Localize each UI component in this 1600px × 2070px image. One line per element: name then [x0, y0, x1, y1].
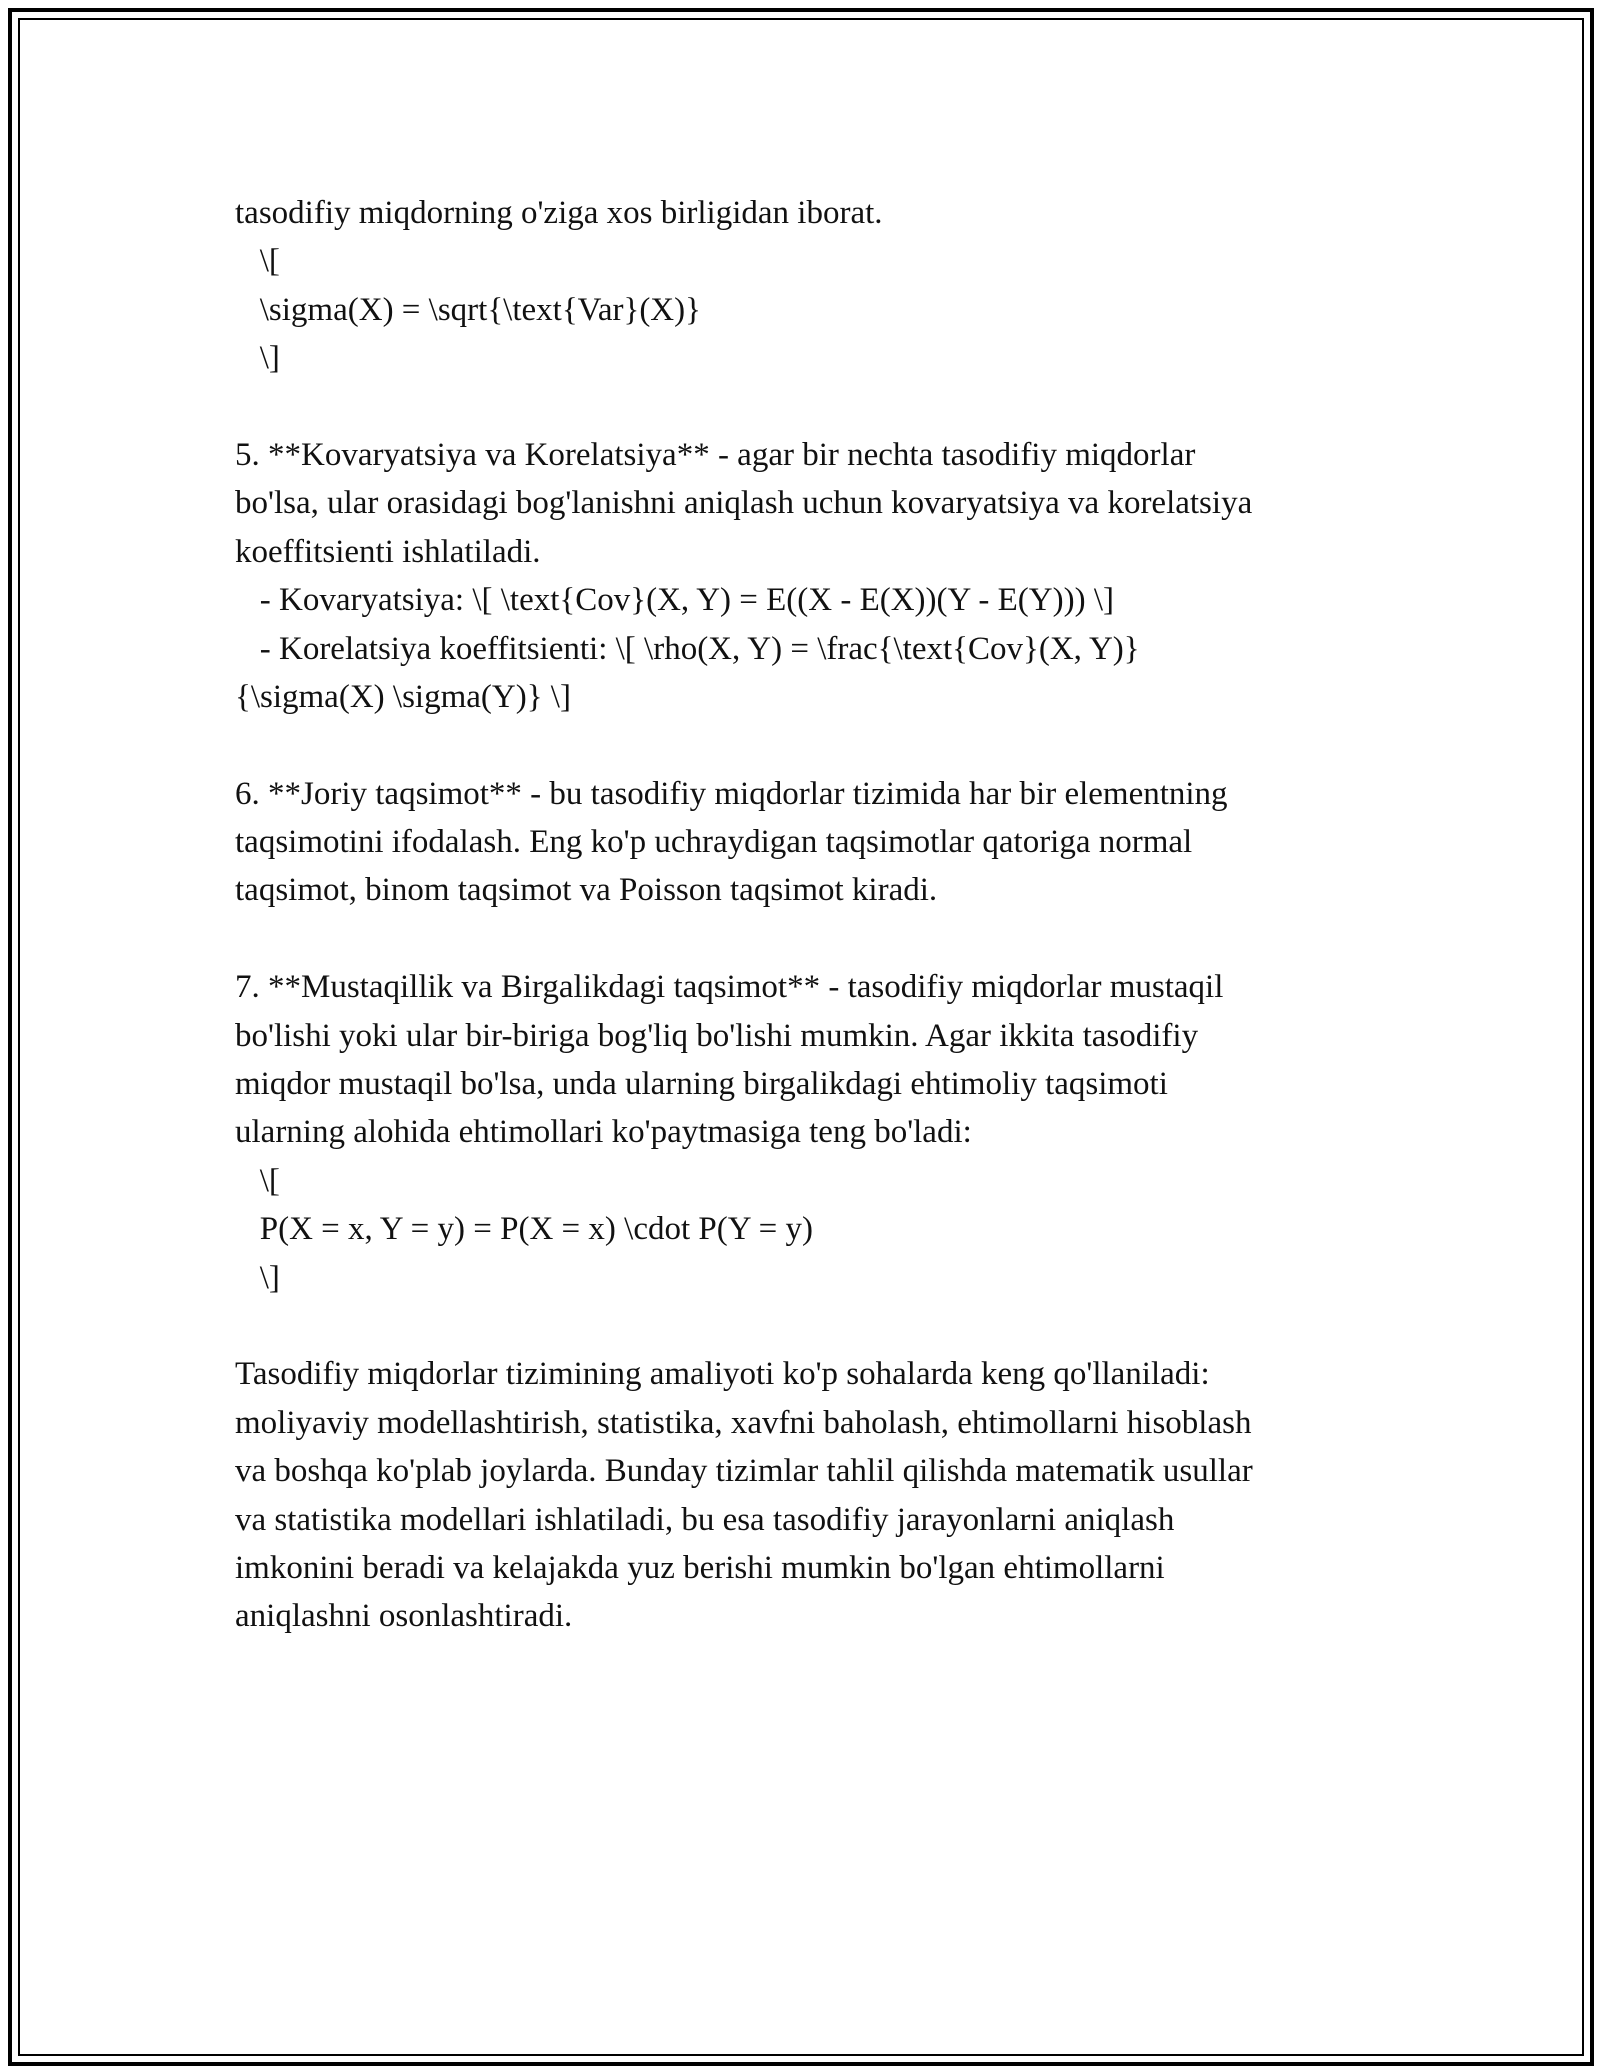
text-line: taqsimot, binom taqsimot va Poisson taqsimot kiradi.: [235, 872, 938, 909]
formula-line: \sigma(X) = \sqrt{\text{Var}(X)}: [235, 291, 701, 328]
text-line: miqdor mustaqil bo'lsa, unda ularning birgalikdagi ehtimoliy taqsimoti: [235, 1066, 1168, 1103]
text-line: 7. **Mustaqillik va Birgalikdagi taqsimot** - tasodifiy miqdorlar mustaqil: [235, 969, 1224, 1006]
blank-line: [235, 383, 1380, 431]
formula-open-bracket: \[: [235, 243, 280, 280]
blank-line: [235, 915, 1380, 963]
text-line: bo'lsa, ular orasidagi bog'lanishni aniqlash uchun kovaryatsiya va korelatsiya: [235, 485, 1253, 522]
formula-line: P(X = x, Y = y) = P(X = x) \cdot P(Y = y): [235, 1211, 813, 1248]
document-body: [235, 189, 1380, 1641]
text-line: Tasodifiy miqdorlar tizimining amaliyoti ko'p sohalarda keng qo'llaniladi:: [235, 1356, 1210, 1393]
formula-open-bracket: \[: [235, 1162, 280, 1199]
list-item-line: - Korelatsiya koeffitsienti: \[ \rho(X, Y) = \frac{\text{Cov}(X, Y)}: [235, 630, 1140, 667]
blank-line: [235, 1302, 1380, 1350]
list-item-line: - Kovaryatsiya: \[ \text{Cov}(X, Y) = E((X - E(X))(Y - E(Y))) \]: [235, 582, 1114, 619]
text-line: moliyaviy modellashtirish, statistika, xavfni baholash, ehtimollarni hisoblash: [235, 1404, 1252, 1441]
text-line: 6. **Joriy taqsimot** - bu tasodifiy miqdorlar tizimida har bir elementning: [235, 775, 1228, 812]
text-line: 5. **Kovaryatsiya va Korelatsiya** - agar bir nechta tasodifiy miqdorlar: [235, 436, 1196, 473]
text-line: va boshqa ko'plab joylarda. Bunday tizimlar tahlil qilishda matematik usullar: [235, 1453, 1253, 1490]
text-line: tasodifiy miqdorning o'ziga xos birligidan iborat.: [235, 195, 883, 231]
text-line: bo'lishi yoki ular bir-biriga bog'liq bo'lishi mumkin. Agar ikkita tasodifiy: [235, 1017, 1199, 1054]
text-line: taqsimotini ifodalash. Eng ko'p uchraydigan taqsimotlar qatoriga normal: [235, 824, 1193, 861]
text-line: ularning alohida ehtimollari ko'paytmasiga teng bo'ladi:: [235, 1114, 972, 1151]
text-line: va statistika modellari ishlatiladi, bu esa tasodifiy jarayonlarni aniqlash: [235, 1501, 1175, 1538]
blank-line: [235, 721, 1380, 769]
formula-close-bracket: \]: [235, 340, 280, 377]
text-line: imkonini beradi va kelajakda yuz berishi mumkin bo'lgan ehtimollarni: [235, 1549, 1165, 1586]
text-line: {\sigma(X) \sigma(Y)} \]: [235, 678, 571, 715]
formula-close-bracket: \]: [235, 1259, 280, 1296]
text-line: koeffitsienti ishlatiladi.: [235, 533, 541, 570]
text-line: aniqlashni osonlashtiradi.: [235, 1598, 573, 1635]
